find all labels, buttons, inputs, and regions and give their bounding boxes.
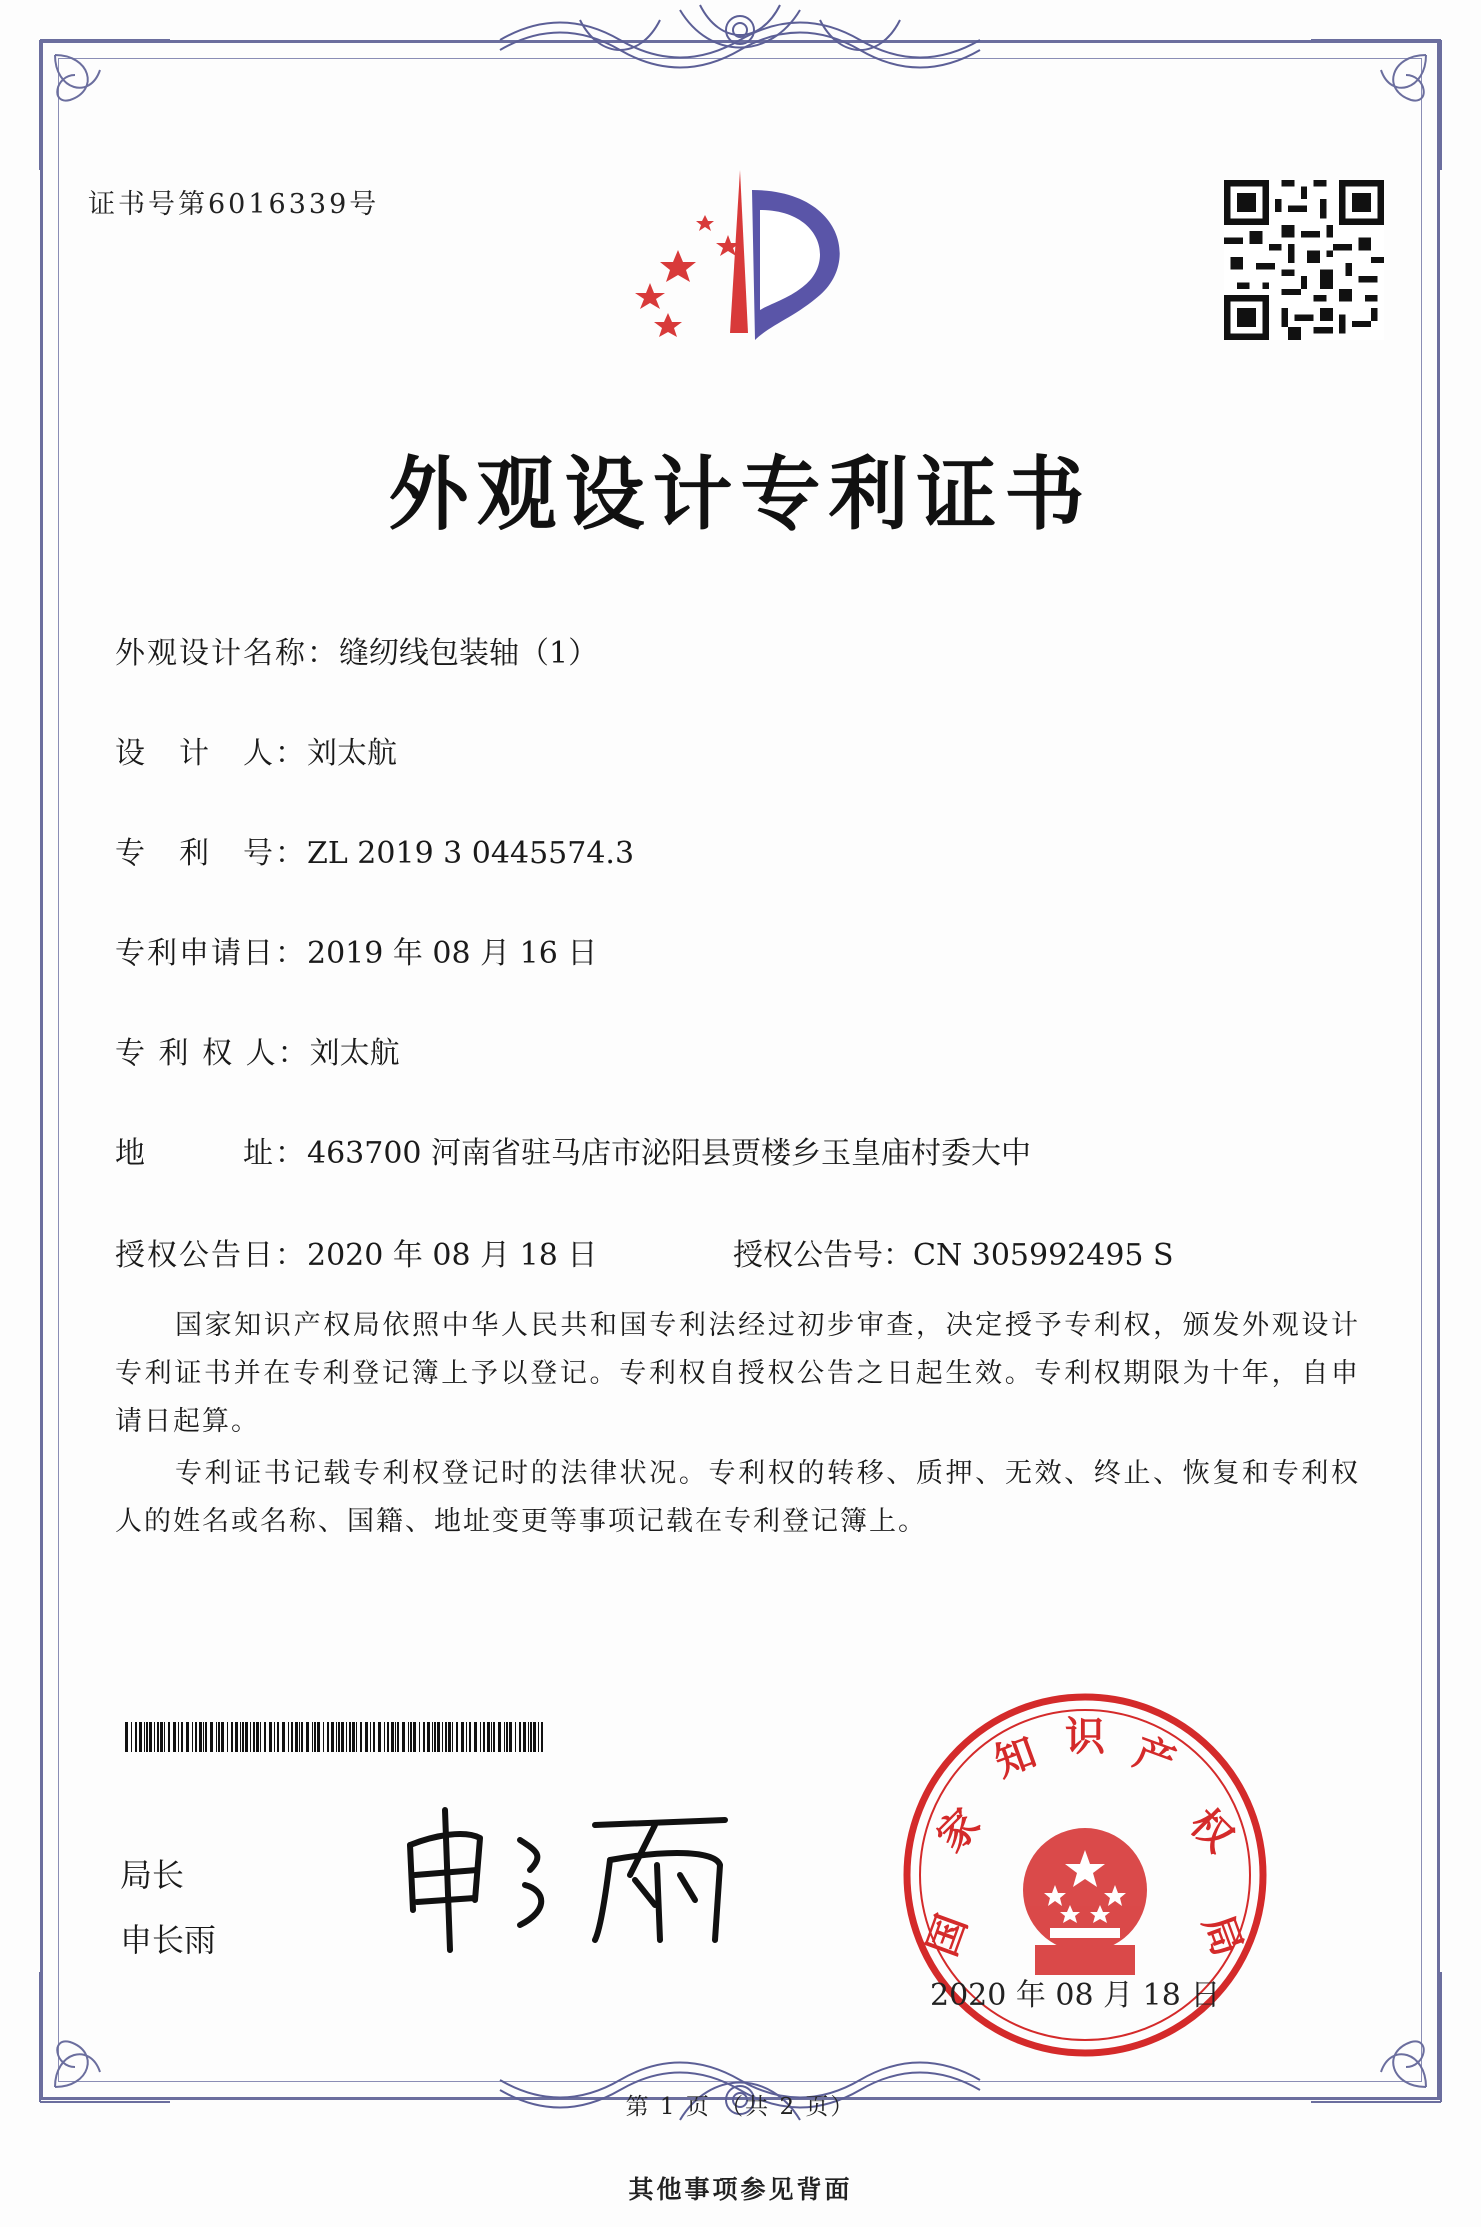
page-number: 第 1 页 （共 2 页） bbox=[625, 2094, 856, 2120]
design-name-label: 外观设计名称： bbox=[115, 636, 339, 671]
designer-label: 设 计 人： bbox=[115, 736, 307, 771]
filing-date-label: 专利申请日： bbox=[115, 936, 307, 971]
seal-date: 2020 年 08 月 18 日 bbox=[930, 1978, 1221, 2013]
patent-no-value: ZL 2019 3 0445574.3 bbox=[307, 836, 635, 871]
svg-text:权: 权 bbox=[1180, 1799, 1243, 1862]
top-ornament-icon bbox=[480, 0, 1000, 80]
grant-statement-paragraph: 国家知识产权局依照中华人民共和国专利法经过初步审查，决定授予专利权，颁发外观设计专利证书并在专利登记簿上予以登记。专利权自授权公告之日起生效。专利权期限为十年，自申请日起算。 bbox=[115, 1310, 1360, 1437]
design-name-row bbox=[115, 628, 598, 672]
designer-value: 刘太航 bbox=[307, 736, 397, 771]
patentee-row bbox=[115, 1028, 400, 1072]
grant-no-label: 授权公告号： bbox=[733, 1238, 913, 1273]
patentee-label: 专 利 权 人： bbox=[115, 1036, 310, 1071]
grant-no-value: CN 305992495 S bbox=[913, 1238, 1174, 1273]
address-value: 463700 河南省驻马店市泌阳县贾楼乡玉皇庙村委大中 bbox=[307, 1136, 1032, 1171]
director-name: 申长雨 bbox=[120, 1921, 217, 1959]
svg-text:知: 知 bbox=[988, 1728, 1043, 1787]
legal-status-paragraph: 专利证书记载专利权登记时的法律状况。专利权的转移、质押、无效、终止、恢复和专利权人的姓名或名称、国籍、地址变更等事项记载在专利登记簿上。 bbox=[115, 1458, 1360, 1537]
patent-no-row bbox=[115, 828, 634, 872]
corner-ornament-icon bbox=[1301, 30, 1451, 180]
corner-ornament-icon bbox=[30, 30, 180, 180]
grant-date-row bbox=[115, 1230, 597, 1274]
patentee-value: 刘太航 bbox=[309, 1036, 400, 1071]
filing-date-value: 2019 年 08 月 16 日 bbox=[307, 936, 598, 971]
svg-text:产: 产 bbox=[1127, 1728, 1182, 1787]
certificate-title: 外观设计专利证书 bbox=[388, 447, 1093, 541]
svg-text:国: 国 bbox=[918, 1908, 977, 1963]
svg-text:局: 局 bbox=[1193, 1908, 1252, 1963]
patent-no-label: 专 利 号： bbox=[115, 836, 307, 871]
barcode-icon bbox=[125, 1722, 545, 1752]
address-row bbox=[115, 1128, 1031, 1172]
design-name-value: 缝纫线包装轴（1） bbox=[339, 636, 599, 671]
footer-note: 其他事项参见背面 bbox=[628, 2175, 853, 2204]
svg-text:识: 识 bbox=[1065, 1713, 1105, 1760]
director-title: 局长 bbox=[120, 1856, 185, 1894]
designer-row bbox=[115, 728, 397, 772]
address-label: 地 址： bbox=[115, 1136, 307, 1171]
svg-text:家: 家 bbox=[927, 1799, 990, 1862]
cnipa-logo-icon bbox=[610, 165, 875, 360]
filing-date-row bbox=[115, 928, 597, 972]
qr-code-icon bbox=[1224, 180, 1384, 340]
certificate-number: 证书号第6016339号 bbox=[88, 189, 380, 220]
grant-date-value: 2020 年 08 月 18 日 bbox=[307, 1238, 598, 1273]
director-signature-icon bbox=[395, 1790, 740, 1955]
grant-no-row bbox=[733, 1230, 1174, 1274]
grant-date-label: 授权公告日： bbox=[115, 1238, 307, 1273]
